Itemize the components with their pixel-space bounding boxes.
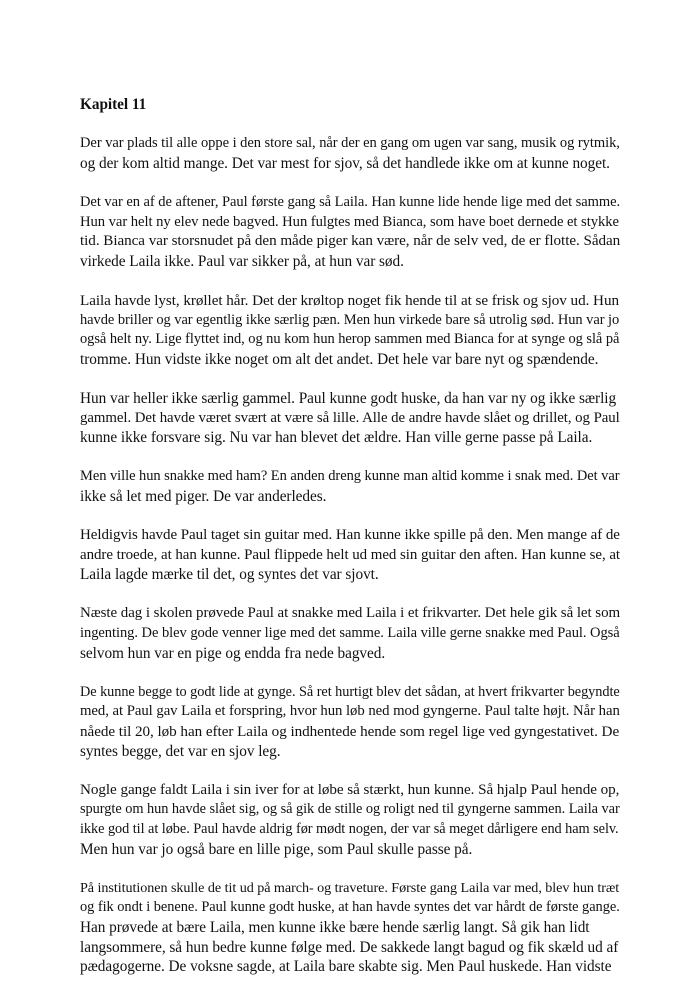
text-line: Men ville hun snakke med ham? En anden dreng kunne man altid komme i snak med. Det var [80,468,620,485]
text-line: og fik ondt i benene. Paul kunne godt huske, at han havde syntes det var hårdt de første gange. [80,899,620,916]
text-line: Hun var helt ny elev nede bagved. Hun fulgtes med Bianca, som have boet dernede et stykke [80,213,619,230]
document-body [80,95,620,996]
paragraph [80,134,620,173]
text-line: ikke god til at løbe. Paul havde aldrig før mødt nogen, der var så meget dårligere end ham selv. [80,820,619,837]
text-line: med, at Paul gav Laila et forspring, hvor hun løb ned mod gyngerne. Paul talte højt. Når han [80,703,620,720]
text-line: også helt ny. Lige flyttet ind, og nu kom hun herop sammen med Bianca for at synge og slå på [80,331,620,348]
paragraph [80,683,620,761]
paragraph [80,389,620,448]
text-line: og der kom altid mange. Det var mest for sjov, så det handlede ikke om at kunne noget. [80,154,610,172]
text-line: selvom hun var en pige og endda fra nede bagved. [80,644,386,662]
text-line: havde briller og var egentlig ikke særlig pæn. Men hun virkede bare så utrolig sød. Hun var jo [80,311,620,328]
text-line: langsommere, så hun bedre kunne følge med. De sakkede langt bagud og fik skæld ud af [80,938,619,956]
text-line: ingenting. De blev gode venner lige med det samme. Laila ville gerne snakke med Paul. Også [80,625,620,642]
text-line: andre troede, at han kunne. Paul flippede helt ud med sin guitar den aften. Han kunne se, at [80,546,621,563]
text-line: tid. Bianca var storsnudet på den måde piger kan være, når de selv ved, de er flotte. Sådan [80,233,621,250]
text-line: virkede Laila ikke. Paul var sikker på, at hun var sød. [80,252,404,270]
text-line: Nogle gange faldt Laila i sin iver for at løbe så stærkt, hun kunne. Så hjalp Paul hende op, [80,781,620,798]
text-line: gammel. Det havde været svært at være så lille. Alle de andre havde slået og drillet, og Paul [80,409,620,426]
paragraph [80,526,620,585]
text-line: nåede til 20, løb han efter Laila og indhentede hende som regel lige ved gyngestativet. De [80,723,620,740]
text-line: Heldigvis havde Paul taget sin guitar med. Han kunne ikke spille på den. Men mange af de [80,527,620,544]
text-line: kunne ikke forsvare sig. Nu var han blevet det ældre. Han ville gerne passe på Laila. [80,429,593,447]
text-line: Laila havde lyst, krøllet hår. Det der krøltop noget fik hende til at se frisk og sjov ud. Hun [80,291,619,309]
paragraph [80,467,620,506]
paragraph [80,193,620,271]
text-line: Laila lagde mærke til det, og syntes det var sjovt. [80,566,379,584]
text-line: syntes begge, det var en sjov leg. [80,742,281,760]
chapter-title: Kapitel 11 [80,96,147,113]
text-line: Det var en af de aftener, Paul første gang så Laila. Han kunne lide hende lige med det samme. [80,193,621,210]
text-line: Men hun var jo også bare en lille pige, som Paul skulle passe på. [80,840,473,858]
text-line: tromme. Hun vidste ikke noget om alt det andet. Det hele var bare nyt og spændende. [80,350,599,368]
paragraph [80,781,620,859]
text-line: Næste dag i skolen prøvede Paul at snakke med Laila i et frikvarter. Det hele gik så let som [80,605,621,622]
text-line: ikke så let med piger. De var anderledes. [80,487,327,505]
paragraph-list [80,134,620,977]
text-line: Hun var heller ikke særlig gammel. Paul kunne godt huske, da han var ny og ikke særlig [80,389,617,407]
paragraph [80,291,620,369]
text-line: pædagogerne. De voksne sagde, at Laila bare skabte sig. Men Paul huskede. Han vidste [80,958,612,976]
paragraph [80,604,620,663]
text-line: På institutionen skulle de tit ud på march- og traveture. Første gang Laila var med, blev hun træt [80,879,620,896]
text-line: spurgte om hun havde slået sig, og så gik de stille og roligt ned til gyngerne sammen. Laila var [80,801,620,818]
text-line: Der var plads til alle oppe i den store sal, når der en gang om ugen var sang, musik og rytmik, [80,135,620,152]
text-line: De kunne begge to godt lide at gynge. Så ret hurtigt blev det sådan, at hvert frikvarter begyndte [80,683,620,700]
paragraph [80,879,620,977]
text-line: Han prøvede at bære Laila, men kunne ikke bære hende særlig langt. Så gik han lidt [80,918,590,936]
